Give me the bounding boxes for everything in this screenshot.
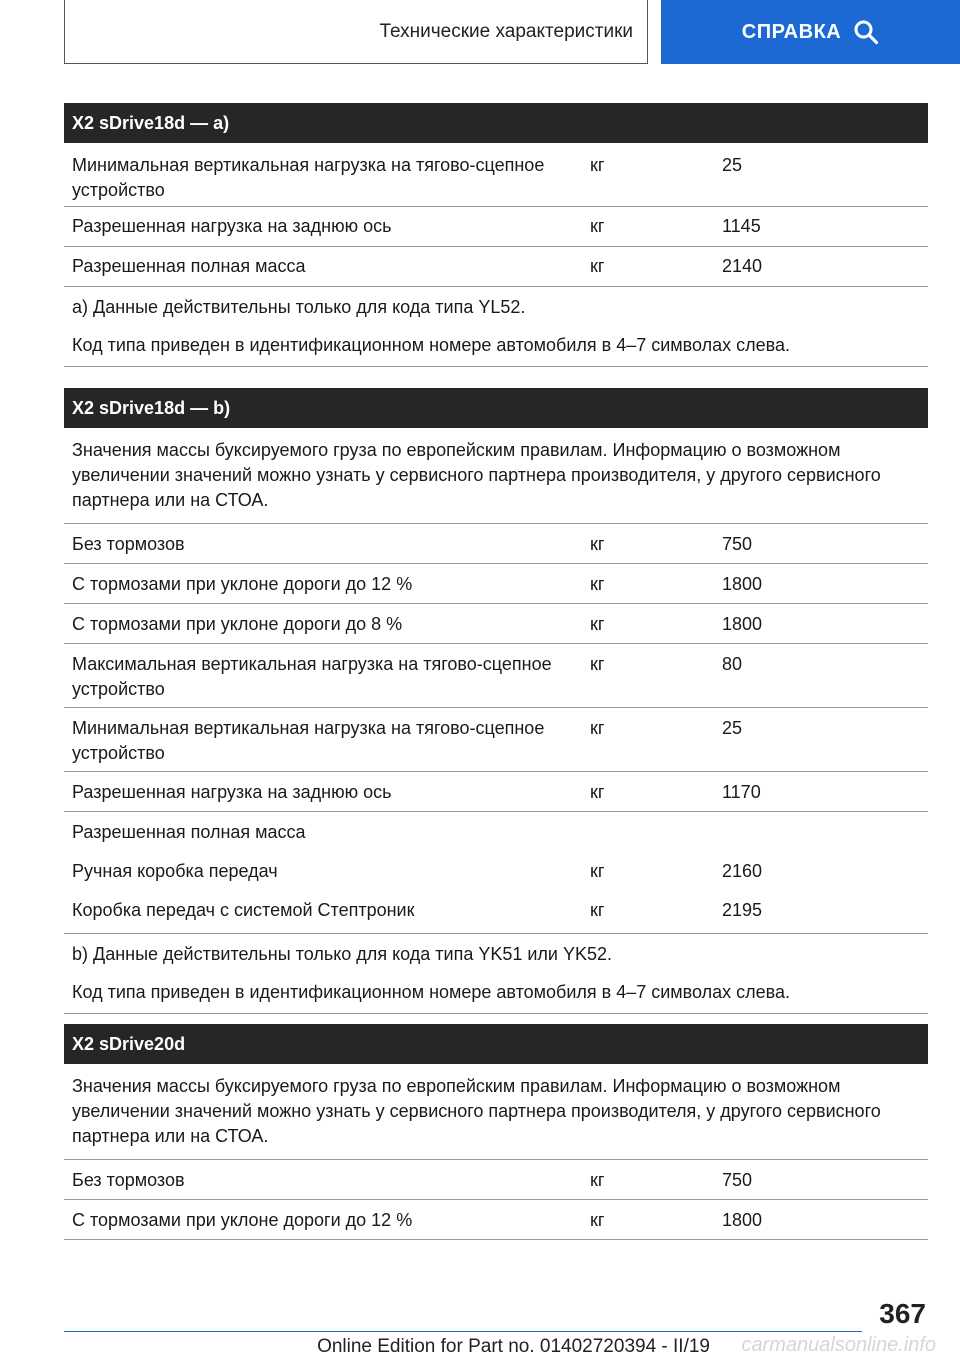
row-label: Разрешенная нагрузка на заднюю ось — [72, 216, 392, 236]
table-row — [64, 143, 928, 207]
row-label: Без тормозов — [72, 1170, 185, 1190]
row-unit: кг — [590, 1170, 605, 1190]
group-label-row — [64, 812, 928, 851]
row-label: Коробка передач с системой Стептроник — [72, 900, 415, 920]
table-row — [64, 708, 928, 772]
row-unit: кг — [590, 861, 605, 881]
row-value: 1170 — [722, 782, 761, 802]
table-row — [64, 604, 928, 644]
table-row — [64, 851, 928, 890]
table-row — [64, 564, 928, 604]
edition-note: Online Edition for Part no. 01402720394 - II/19 — [317, 1336, 710, 1357]
table-row — [64, 890, 928, 929]
help-button[interactable] — [661, 0, 960, 64]
row-value: 1800 — [722, 574, 763, 594]
row-unit: кг — [590, 654, 605, 674]
row-label: Без тормозов — [72, 534, 185, 554]
table-row — [64, 247, 928, 287]
table-row — [64, 524, 928, 564]
row-value: 2195 — [722, 900, 763, 920]
table-x2-sdrive18d-b — [64, 388, 928, 1014]
row-unit: кг — [590, 574, 605, 594]
section-header — [64, 0, 648, 64]
table-x2-sdrive20d — [64, 1024, 928, 1240]
row-value: 1145 — [722, 216, 761, 236]
table-intro: Значения массы буксируемого груза по европейским правилам. Информацию о возможном увеличении значений можно узнать у сервисного партнера производителя, у другого сервисного партнера или на СТОА. — [64, 1064, 928, 1160]
table-title: X2 sDrive18d — a) — [64, 103, 928, 143]
row-value: 750 — [722, 534, 753, 554]
row-label: Разрешенная полная масса — [72, 256, 306, 276]
table-row — [64, 644, 928, 708]
table-intro: Значения массы буксируемого груза по европейским правилам. Информацию о возможном увеличении значений можно узнать у сервисного партнера производителя, у другого сервисного партнера или на СТОА. — [64, 428, 928, 524]
row-unit: кг — [590, 614, 605, 634]
row-label: Минимальная вертикальная нагрузка на тягово-сцепное устройство — [72, 155, 545, 200]
table-title: X2 sDrive20d — [64, 1024, 928, 1064]
table-row — [64, 207, 928, 247]
row-unit: кг — [590, 256, 605, 276]
row-value: 80 — [722, 654, 743, 674]
row-value: 1800 — [722, 1210, 763, 1230]
row-unit: кг — [590, 216, 605, 236]
row-label: Разрешенная нагрузка на заднюю ось — [72, 782, 392, 802]
page-number: 367 — [879, 1298, 926, 1329]
table-footnote — [64, 287, 928, 367]
row-value: 1800 — [722, 614, 763, 634]
section-title: Технические характеристики — [379, 20, 633, 42]
row-label: С тормозами при уклоне дороги до 8 % — [72, 614, 403, 634]
search-icon — [853, 19, 879, 45]
row-value: 2140 — [722, 256, 763, 276]
table-footnote — [64, 934, 928, 1014]
row-unit: кг — [590, 534, 605, 554]
row-value: 25 — [722, 155, 743, 175]
row-value: 750 — [722, 1170, 753, 1190]
footnote-type-code: a) Данные действительны только для кода типа YL52. — [72, 297, 526, 317]
row-label: Максимальная вертикальная нагрузка на тягово-сцепное устройство — [72, 654, 552, 699]
footnote-type-code: b) Данные действительны только для кода типа YK51 или YK52. — [72, 944, 613, 964]
row-label: С тормозами при уклоне дороги до 12 % — [72, 1210, 413, 1230]
row-value: 2160 — [722, 861, 763, 881]
row-label: Ручная коробка передач — [72, 861, 278, 881]
table-title: X2 sDrive18d — b) — [64, 388, 928, 428]
row-unit: кг — [590, 900, 605, 920]
gross-mass-group — [64, 812, 928, 934]
row-unit: кг — [590, 1210, 605, 1230]
table-row — [64, 1200, 928, 1240]
watermark: carmanualsonline.info — [741, 1334, 936, 1356]
row-label: Минимальная вертикальная нагрузка на тягово-сцепное устройство — [72, 718, 545, 763]
row-unit: кг — [590, 155, 605, 175]
row-label: С тормозами при уклоне дороги до 12 % — [72, 574, 413, 594]
table-row — [64, 772, 928, 812]
row-unit: кг — [590, 718, 605, 738]
footer-divider — [64, 1331, 862, 1332]
help-label: СПРАВКА — [741, 20, 842, 43]
table-row — [64, 1160, 928, 1200]
footnote-vin-hint: Код типа приведен в идентификационном номере автомобиля в 4–7 символах слева. — [72, 982, 791, 1002]
footnote-vin-hint: Код типа приведен в идентификационном номере автомобиля в 4–7 символах слева. — [72, 335, 791, 355]
row-value: 25 — [722, 718, 743, 738]
row-label: Разрешенная полная масса — [72, 822, 306, 842]
row-unit: кг — [590, 782, 605, 802]
table-x2-sdrive18d-a — [64, 103, 928, 367]
